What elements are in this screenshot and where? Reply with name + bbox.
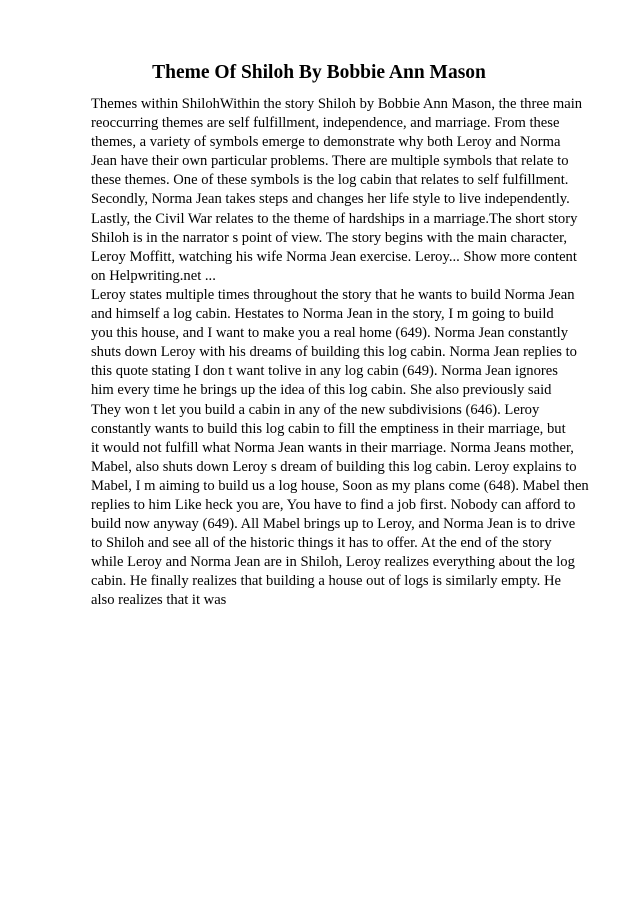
body-text-line: it would not fulfill what Norma Jean wants in their marriage. Norma Jeans mother,	[91, 439, 574, 456]
body-text-line: constantly wants to build this log cabin to fill the emptiness in their marriage, but	[91, 420, 566, 437]
body-text-line: him every time he brings up the idea of this log cabin. She also previously said	[91, 382, 552, 399]
body-text-line: Mabel, I m aiming to build us a log house, Soon as my plans come (648). Mabel then	[91, 477, 589, 494]
body-text-line: reoccurring themes are self fulfillment, independence, and marriage. From these	[91, 115, 560, 132]
document-title: Theme Of Shiloh By Bobbie Ann Mason	[152, 62, 486, 83]
body-text-line: build now anyway (649). All Mabel brings up to Leroy, and Norma Jean is to drive	[91, 516, 576, 533]
body-text-line: Mabel, also shuts down Leroy s dream of building this log cabin. Leroy explains to	[91, 458, 577, 475]
body-text-line: to Shiloh and see all of the historic things it has to offer. At the end of the story	[91, 535, 552, 552]
body-text-line: Leroy states multiple times throughout the story that he wants to build Norma Jean	[91, 286, 575, 303]
body-text-line: cabin. He finally realizes that building a house out of logs is similarly empty. He	[91, 573, 561, 590]
body-text-line: and himself a log cabin. Hestates to Norma Jean in the story, I m going to build	[91, 306, 554, 323]
body-text-line: while Leroy and Norma Jean are in Shiloh, Leroy realizes everything about the log	[91, 554, 575, 571]
body-text-line: on Helpwriting.net ...	[91, 267, 216, 284]
body-text-line: Leroy Moffitt, watching his wife Norma Jean exercise. Leroy... Show more content	[91, 248, 577, 265]
body-text-line: also realizes that it was	[91, 592, 227, 609]
body-text-line: Themes within ShilohWithin the story Shiloh by Bobbie Ann Mason, the three main	[91, 96, 583, 112]
body-text-line: Lastly, the Civil War relates to the theme of hardships in a marriage.The short story	[91, 210, 578, 227]
body-text-line: you this house, and I want to make you a real home (649). Norma Jean constantly	[91, 325, 569, 342]
body-text-line: Shiloh is in the narrator s point of view. The story begins with the main character,	[91, 229, 568, 246]
body-text-line: these themes. One of these symbols is the log cabin that relates to self fulfillment.	[91, 172, 569, 189]
body-text-line: themes, a variety of symbols emerge to demonstrate why both Leroy and Norma	[91, 134, 561, 151]
body-text-line: Jean have their own particular problems. There are multiple symbols that relate to	[91, 153, 569, 170]
body-text-line: replies to him Like heck you are, You have to find a job first. Nobody can afford to	[91, 496, 576, 513]
body-text-line: They won t let you build a cabin in any of the new subdivisions (646). Leroy	[91, 401, 540, 418]
body-text-line: Secondly, Norma Jean takes steps and changes her life style to live independently.	[91, 191, 570, 208]
body-text-line: this quote stating I don t want tolive in any log cabin (649). Norma Jean ignores	[91, 363, 558, 380]
document-body	[91, 95, 631, 611]
body-text-line: shuts down Leroy with his dreams of building this log cabin. Norma Jean replies to	[91, 344, 577, 361]
